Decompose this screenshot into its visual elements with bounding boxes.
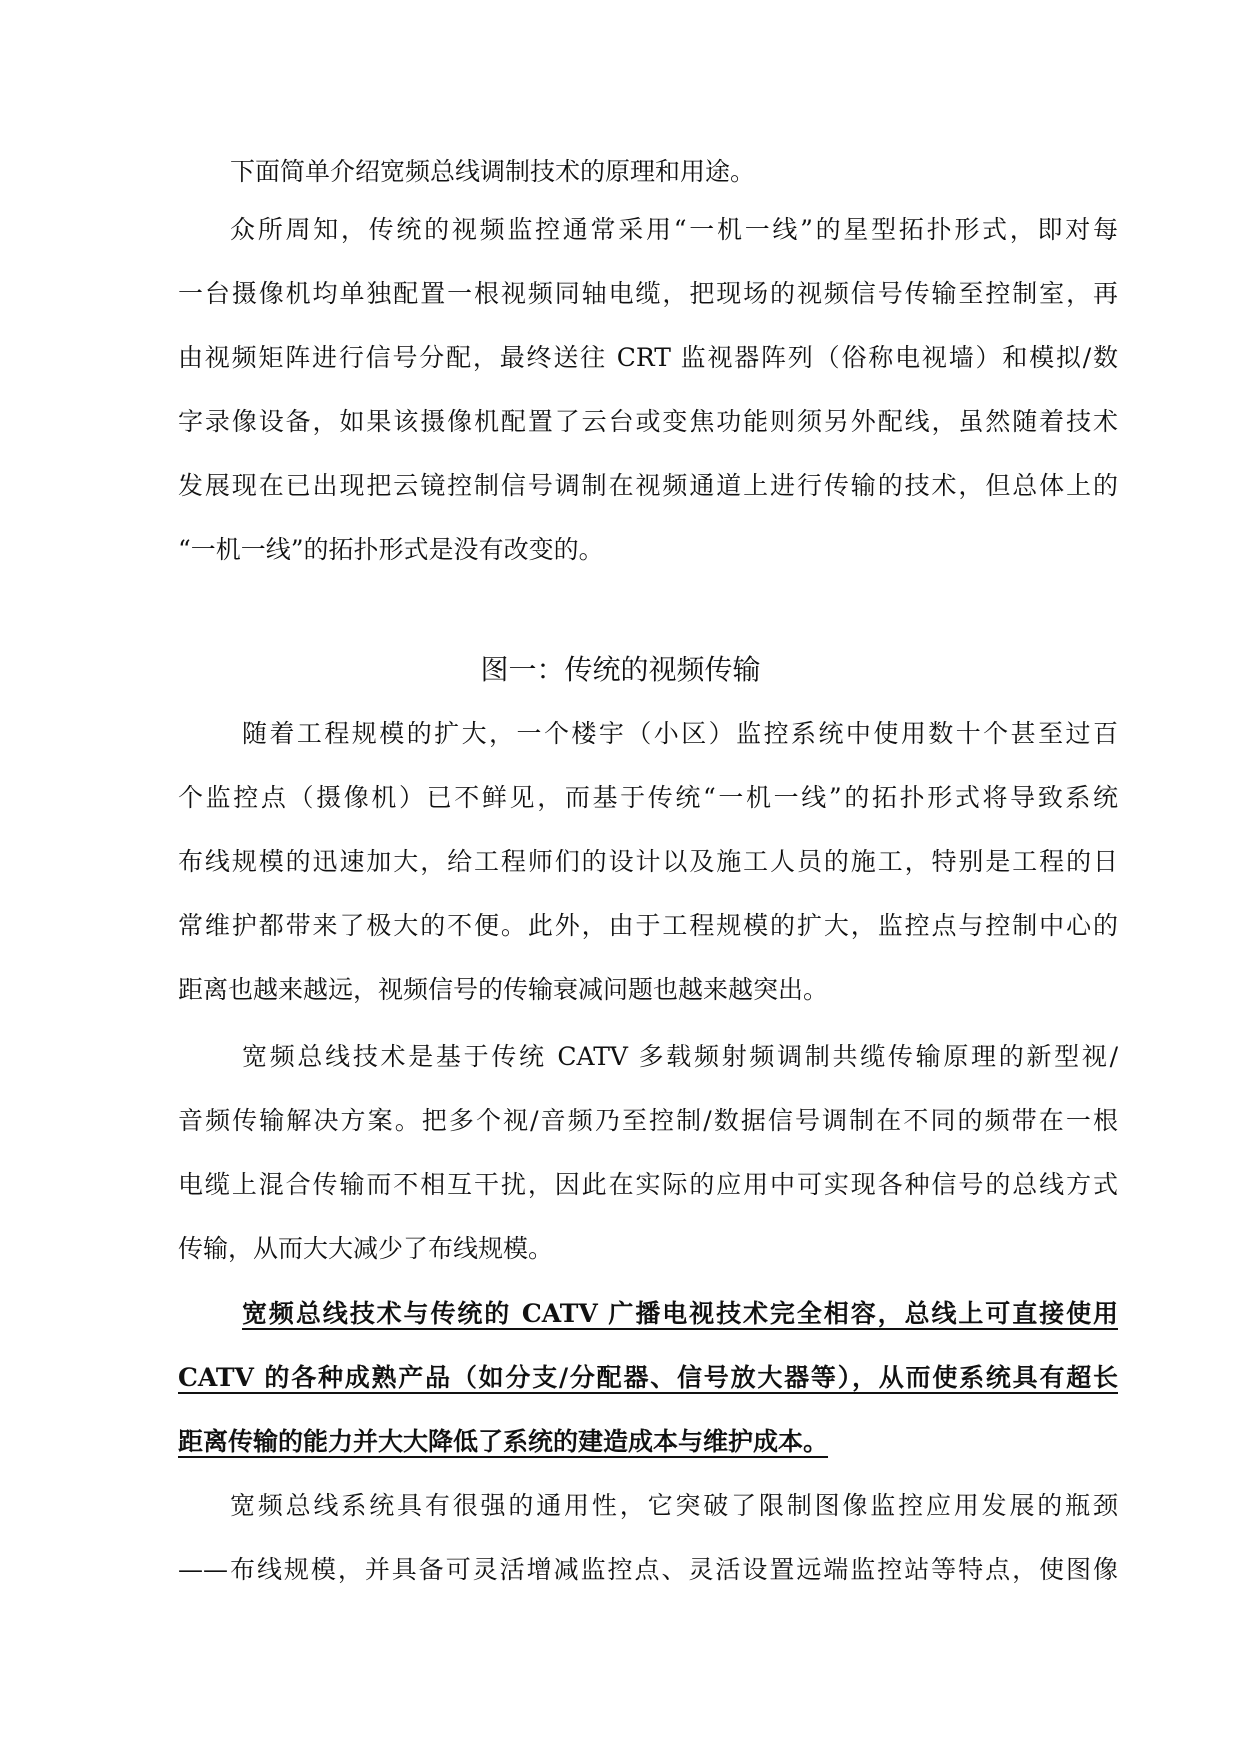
paragraph-line: 字录像设备，如果该摄像机配置了云台或变焦功能则须另外配线，虽然随着技术 (178, 407, 1118, 436)
emphasis-text: 宽频总线技术与传统的 CATV 广播电视技术完全相容，总线上可直接使用 (242, 1299, 1118, 1328)
paragraph-line: 布线规模的迅速加大，给工程师们的设计以及施工人员的施工，特别是工程的日 (178, 847, 1118, 876)
paragraph-line: 传输，从而大大减少了布线规模。 (178, 1234, 554, 1263)
paragraph-line: 个监控点（摄像机）已不鲜见，而基于传统“一机一线”的拓扑形式将导致系统 (178, 783, 1118, 812)
paragraph-line: 距离也越来越远，视频信号的传输衰减问题也越来越突出。 (178, 975, 829, 1004)
emphasis-text: 距离传输的能力并大大降低了系统的建造成本与维护成本。 (178, 1427, 829, 1456)
paragraph-line: ——布线规模，并具备可灵活增减监控点、灵活设置远端监控站等特点，使图像 (178, 1555, 1118, 1584)
paragraph-line: “一机一线”的拓扑形式是没有改变的。 (178, 535, 604, 564)
paragraph-scale (178, 702, 1118, 1022)
paragraph-line: 宽频总线技术是基于传统 CATV 多载频射频调制共缆传输原理的新型视/ (242, 1042, 1118, 1071)
paragraph-line: 发展现在已出现把云镜控制信号调制在视频通道上进行传输的技术，但总体上的 (178, 471, 1118, 500)
paragraph-line: 电缆上混合传输而不相互干扰，因此在实际的应用中可实现各种信号的总线方式 (178, 1170, 1118, 1199)
figure-caption: 图一：传统的视频传输 (480, 653, 761, 686)
paragraph-general (178, 1474, 1118, 1602)
paragraph-broadband (178, 1025, 1118, 1281)
paragraph-compatible (178, 1282, 1118, 1474)
paragraph-line: 常维护都带来了极大的不便。此外，由于工程规模的扩大，监控点与控制中心的 (178, 911, 1118, 940)
paragraph-traditional (178, 198, 1118, 582)
paragraph-line-emphasis (178, 1346, 1118, 1410)
paragraph-line: 宽频总线系统具有很强的通用性，它突破了限制图像监控应用发展的瓶颈 (230, 1491, 1118, 1520)
intro-paragraph (178, 140, 1118, 204)
paragraph-line-emphasis (178, 1410, 1118, 1474)
paragraph-line: 随着工程规模的扩大，一个楼宇（小区）监控系统中使用数十个甚至过百 (242, 719, 1118, 748)
paragraph-line: 音频传输解决方案。把多个视/音频乃至控制/数据信号调制在不同的频带在一根 (178, 1106, 1118, 1135)
paragraph-line: 由视频矩阵进行信号分配，最终送往 CRT 监视器阵列（俗称电视墙）和模拟/数 (178, 343, 1118, 372)
paragraph-line-emphasis (178, 1282, 1118, 1346)
emphasis-text: CATV 的各种成熟产品（如分支/分配器、信号放大器等），从而使系统具有超长 (178, 1363, 1118, 1392)
paragraph-line: 一台摄像机均单独配置一根视频同轴电缆，把现场的视频信号传输至控制室，再 (178, 279, 1118, 308)
intro-line: 下面简单介绍宽频总线调制技术的原理和用途。 (230, 157, 756, 186)
paragraph-line: 众所周知，传统的视频监控通常采用“一机一线”的星型拓扑形式，即对每 (230, 215, 1118, 244)
